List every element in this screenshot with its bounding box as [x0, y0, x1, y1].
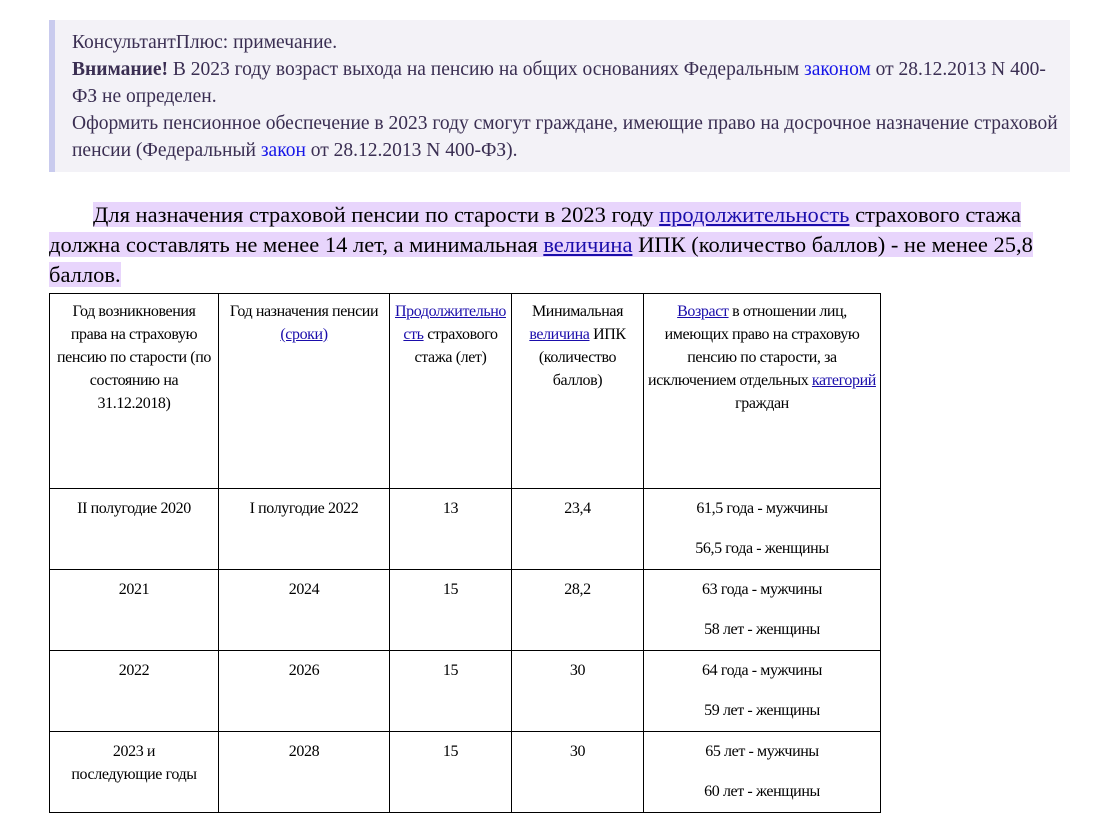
categories-link[interactable]: категорий — [811, 372, 876, 389]
paragraph-text: Для назначения страховой пенсии по старости в 2023 году — [93, 202, 660, 227]
cell-ipk: 30 — [512, 732, 644, 813]
cell-year: 2021 — [50, 570, 219, 651]
cell-age — [644, 732, 881, 813]
note-text: от 28.12.2013 N 400-ФЗ не определен. — [72, 59, 1046, 107]
value-link[interactable]: величина — [543, 232, 633, 257]
age-men: 64 года - мужчины — [702, 662, 822, 679]
cell-assign: 2026 — [219, 651, 390, 732]
cell-ipk: 28,2 — [512, 570, 644, 651]
paragraph-text: страхового стажа должна составлять не менее 14 лет, а минимальная — [49, 202, 1021, 257]
header-text: граждан — [735, 395, 789, 412]
pension-requirements-paragraph — [49, 200, 1064, 290]
age-men: 63 года - мужчины — [702, 581, 822, 598]
cell-age — [644, 570, 881, 651]
pension-table — [49, 293, 881, 813]
table-row — [50, 651, 881, 732]
cell-assign: 2024 — [219, 570, 390, 651]
law-link[interactable]: закон — [260, 140, 306, 161]
header-text: ИПК (количество баллов) — [538, 326, 626, 389]
cell-year: 2023 и последующие годы — [50, 732, 219, 813]
cell-stazh: 15 — [390, 570, 512, 651]
cell-age — [644, 489, 881, 570]
cell-stazh: 15 — [390, 732, 512, 813]
table-row — [50, 570, 881, 651]
header-ipk — [512, 294, 644, 489]
age-men: 61,5 года - мужчины — [696, 500, 828, 517]
cell-assign: 2028 — [219, 732, 390, 813]
cell-ipk: 30 — [512, 651, 644, 732]
header-duration — [390, 294, 512, 489]
cell-stazh: 13 — [390, 489, 512, 570]
header-text: Минимальная — [531, 303, 624, 320]
consultant-note — [49, 20, 1070, 172]
age-women: 60 лет - женщины — [704, 783, 820, 800]
value-link[interactable]: величина — [529, 326, 590, 343]
header-text: Год назначения пенсии — [229, 303, 379, 320]
paragraph-text: ИПК (количество баллов) - не менее 25,8 баллов. — [49, 232, 1033, 287]
cell-age — [644, 651, 881, 732]
note-text: В 2023 году возраст выхода на пенсию на общих основаниях Федеральным — [168, 59, 805, 80]
header-age — [644, 294, 881, 489]
age-link[interactable]: Возраст — [677, 303, 729, 320]
note-early-pension — [72, 110, 1070, 164]
law-link[interactable]: законом — [804, 59, 871, 80]
header-assign-year — [219, 294, 390, 489]
age-women: 58 лет - женщины — [704, 621, 820, 638]
table-header-row — [50, 294, 881, 489]
cell-year: II полугодие 2020 — [50, 489, 219, 570]
table-row — [50, 489, 881, 570]
note-text: Оформить пенсионное обеспечение в 2023 году смогут граждане, имеющие право на досрочное назначение страховой пенсии (Федеральный — [72, 113, 1058, 161]
cell-stazh: 15 — [390, 651, 512, 732]
note-attention — [72, 56, 1070, 110]
duration-link[interactable]: продолжительность — [659, 202, 850, 227]
duration-link[interactable]: Продолжительность — [395, 303, 506, 343]
attention-label: Внимание! — [72, 59, 168, 80]
header-text: в отношении лиц, имеющих право на страховую пенсию по старости, за исключением отдельных — [648, 303, 860, 389]
note-text: от 28.12.2013 N 400-ФЗ). — [305, 140, 518, 161]
note-title: КонсультантПлюс: примечание. — [72, 32, 338, 53]
terms-link[interactable]: (сроки) — [280, 326, 328, 343]
header-text: страхового стажа (лет) — [414, 326, 498, 366]
header-year: Год возникновения права на страховую пенсию по старости (по состоянию на 31.12.2018) — [50, 294, 219, 489]
age-women: 56,5 года - женщины — [695, 540, 829, 557]
age-women: 59 лет - женщины — [704, 702, 820, 719]
cell-assign: I полугодие 2022 — [219, 489, 390, 570]
table-row — [50, 732, 881, 813]
age-men: 65 лет - мужчины — [705, 743, 819, 760]
cell-ipk: 23,4 — [512, 489, 644, 570]
cell-year: 2022 — [50, 651, 219, 732]
